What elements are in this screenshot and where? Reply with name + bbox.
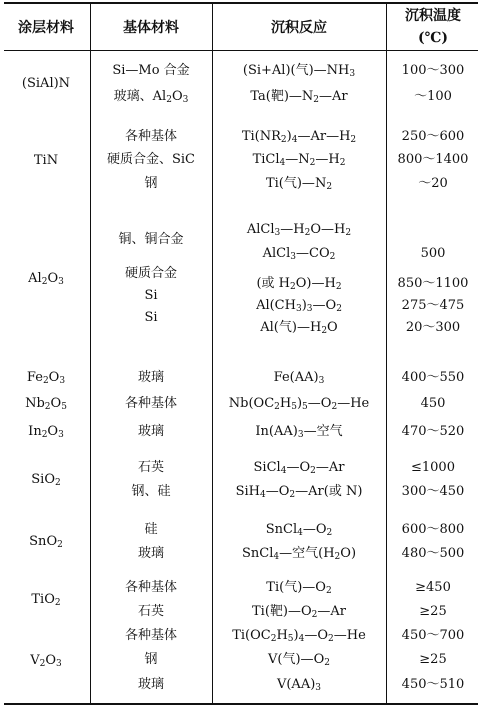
substrate-cell: Si—Mo 合金 — [112, 63, 190, 78]
reaction-cell: Ti(靶)$—O_2—Ar$ — [252, 604, 346, 620]
substrate-cell: 各种基体 — [124, 129, 177, 144]
temperature-cell: 300～450 — [401, 484, 465, 499]
reaction-cell: $AlCl_3—CO_2$ — [262, 246, 336, 262]
temperature-cell: ～100 — [414, 89, 452, 104]
temperature-cell: ～20 — [418, 176, 448, 191]
substrate-cell: Si — [144, 310, 158, 325]
coating-material: TiN — [33, 152, 59, 168]
reaction-cell: SnCl$_4$—空气$(H_2O)$ — [241, 546, 357, 562]
reaction-cell: $Ti(NR_2)_4—Ar—H_2$ — [241, 129, 357, 145]
substrate-cell: 各种基体 — [124, 580, 177, 595]
temperature-cell: 470～520 — [401, 424, 465, 439]
reaction-cell: $SnCl_4—O_2$ — [265, 522, 333, 538]
header-coating: 涂层材料 — [18, 20, 74, 36]
reaction-cell: Ti(气)$—N_2$ — [265, 176, 333, 192]
table-top-rule — [4, 2, 478, 4]
reaction-cell: $Fe(AA)_3$ — [273, 370, 325, 386]
temperature-cell: 600～800 — [401, 522, 465, 537]
temperature-cell: 100～300 — [401, 63, 465, 78]
substrate-cell: 各种基体 — [124, 396, 177, 411]
reaction-cell: (或 $H_2O)—H_2$ — [256, 276, 342, 292]
substrate-cell: 钢 — [144, 652, 158, 667]
coating-material: $In_2O_3$ — [28, 424, 64, 440]
header-substrate: 基体材料 — [123, 20, 179, 36]
temperature-cell: 800～1400 — [397, 152, 469, 167]
temperature-cell: 850～1100 — [397, 276, 469, 291]
substrate-cell: 硬质合金 — [124, 266, 177, 281]
column-divider — [212, 2, 213, 705]
column-divider — [386, 2, 387, 705]
coating-material: $Al_2O_3$ — [28, 271, 64, 287]
reaction-cell: $SiH_4—O_2—Ar$(或 N) — [235, 484, 363, 500]
reaction-cell: $V(AA)_3$ — [276, 677, 322, 693]
header-rule — [4, 50, 478, 51]
temperature-cell: 20～300 — [405, 320, 461, 335]
coating-material: TiO$_2$ — [31, 592, 61, 608]
temperature-cell: ≥25 — [419, 652, 447, 667]
substrate-cell: 铜、铜合金 — [118, 232, 184, 247]
coating-material: $Fe_2O_3$ — [26, 370, 66, 386]
substrate-cell: 石英 — [137, 460, 164, 475]
substrate-cell: 钢、硅 — [131, 484, 171, 499]
substrate-cell: 玻璃 — [137, 546, 164, 561]
substrate-cell: 玻璃 — [137, 677, 164, 692]
coating-material: $V_2O_3$ — [30, 652, 62, 669]
temperature-cell: 250～600 — [401, 129, 465, 144]
reaction-cell: Ti(气)$—O_2$ — [266, 580, 332, 596]
reaction-cell: Al(气)$—H_2O$ — [260, 320, 338, 336]
substrate-cell: 硅 — [144, 522, 158, 537]
reaction-cell: $SiCl_4—O_2—Ar$ — [253, 460, 345, 476]
temperature-cell: ≥25 — [419, 604, 447, 619]
coating-material: (SiAl)N — [21, 76, 71, 91]
reaction-cell: $TiCl_4—N_2—H_2$ — [252, 152, 346, 168]
reaction-cell: $Al(CH_3)_3—O_2$ — [256, 298, 342, 314]
table-bottom-rule — [4, 703, 478, 705]
substrate-cell: 钢 — [144, 176, 158, 191]
reaction-cell: $AlCl_3—H_2O—H_2$ — [246, 222, 352, 238]
substrate-cell: 玻璃、$Al_2O_3$ — [113, 89, 189, 105]
substrate-cell: 玻璃 — [137, 424, 164, 439]
coating-material: SiO$_2$ — [31, 472, 61, 488]
header-temperature-unit: (℃) — [417, 30, 449, 46]
coating-material: SnO$_2$ — [29, 534, 63, 550]
temperature-cell: 450～700 — [401, 628, 465, 643]
temperature-cell: 450～510 — [401, 677, 465, 692]
substrate-cell: 各种基体 — [124, 628, 177, 643]
temperature-cell: 275～475 — [401, 298, 465, 313]
substrate-cell: 石英 — [137, 604, 164, 619]
temperature-cell: 480～500 — [401, 546, 465, 561]
reaction-cell: $Ti(OC_2H_5)_4—O_2—He$ — [232, 628, 366, 644]
column-divider — [90, 2, 91, 705]
substrate-cell: Si — [144, 288, 158, 303]
header-reaction: 沉积反应 — [271, 20, 327, 36]
temperature-cell: 400～550 — [401, 370, 465, 385]
temperature-cell: ≤1000 — [411, 460, 455, 475]
reaction-cell: $In(AA)_3—$空气 — [255, 424, 343, 440]
temperature-cell: 500 — [420, 246, 446, 261]
reaction-cell: V(气)$—O_2$ — [268, 652, 330, 668]
substrate-cell: 玻璃 — [137, 370, 164, 385]
coating-material: $Nb_2O_5$ — [25, 396, 67, 412]
substrate-cell: 硬质合金、SiC — [106, 152, 195, 167]
reaction-cell: (Si+Al)(气)$—NH_3$ — [242, 63, 356, 79]
header-temperature: 沉积温度 — [405, 8, 461, 24]
temperature-cell: ≥450 — [415, 580, 451, 595]
reaction-cell: $Nb(OC_2H_5)_5—O_2—He$ — [228, 396, 370, 412]
temperature-cell: 450 — [420, 396, 446, 411]
reaction-cell: Ta(靶)$—N_2—Ar$ — [250, 89, 348, 105]
